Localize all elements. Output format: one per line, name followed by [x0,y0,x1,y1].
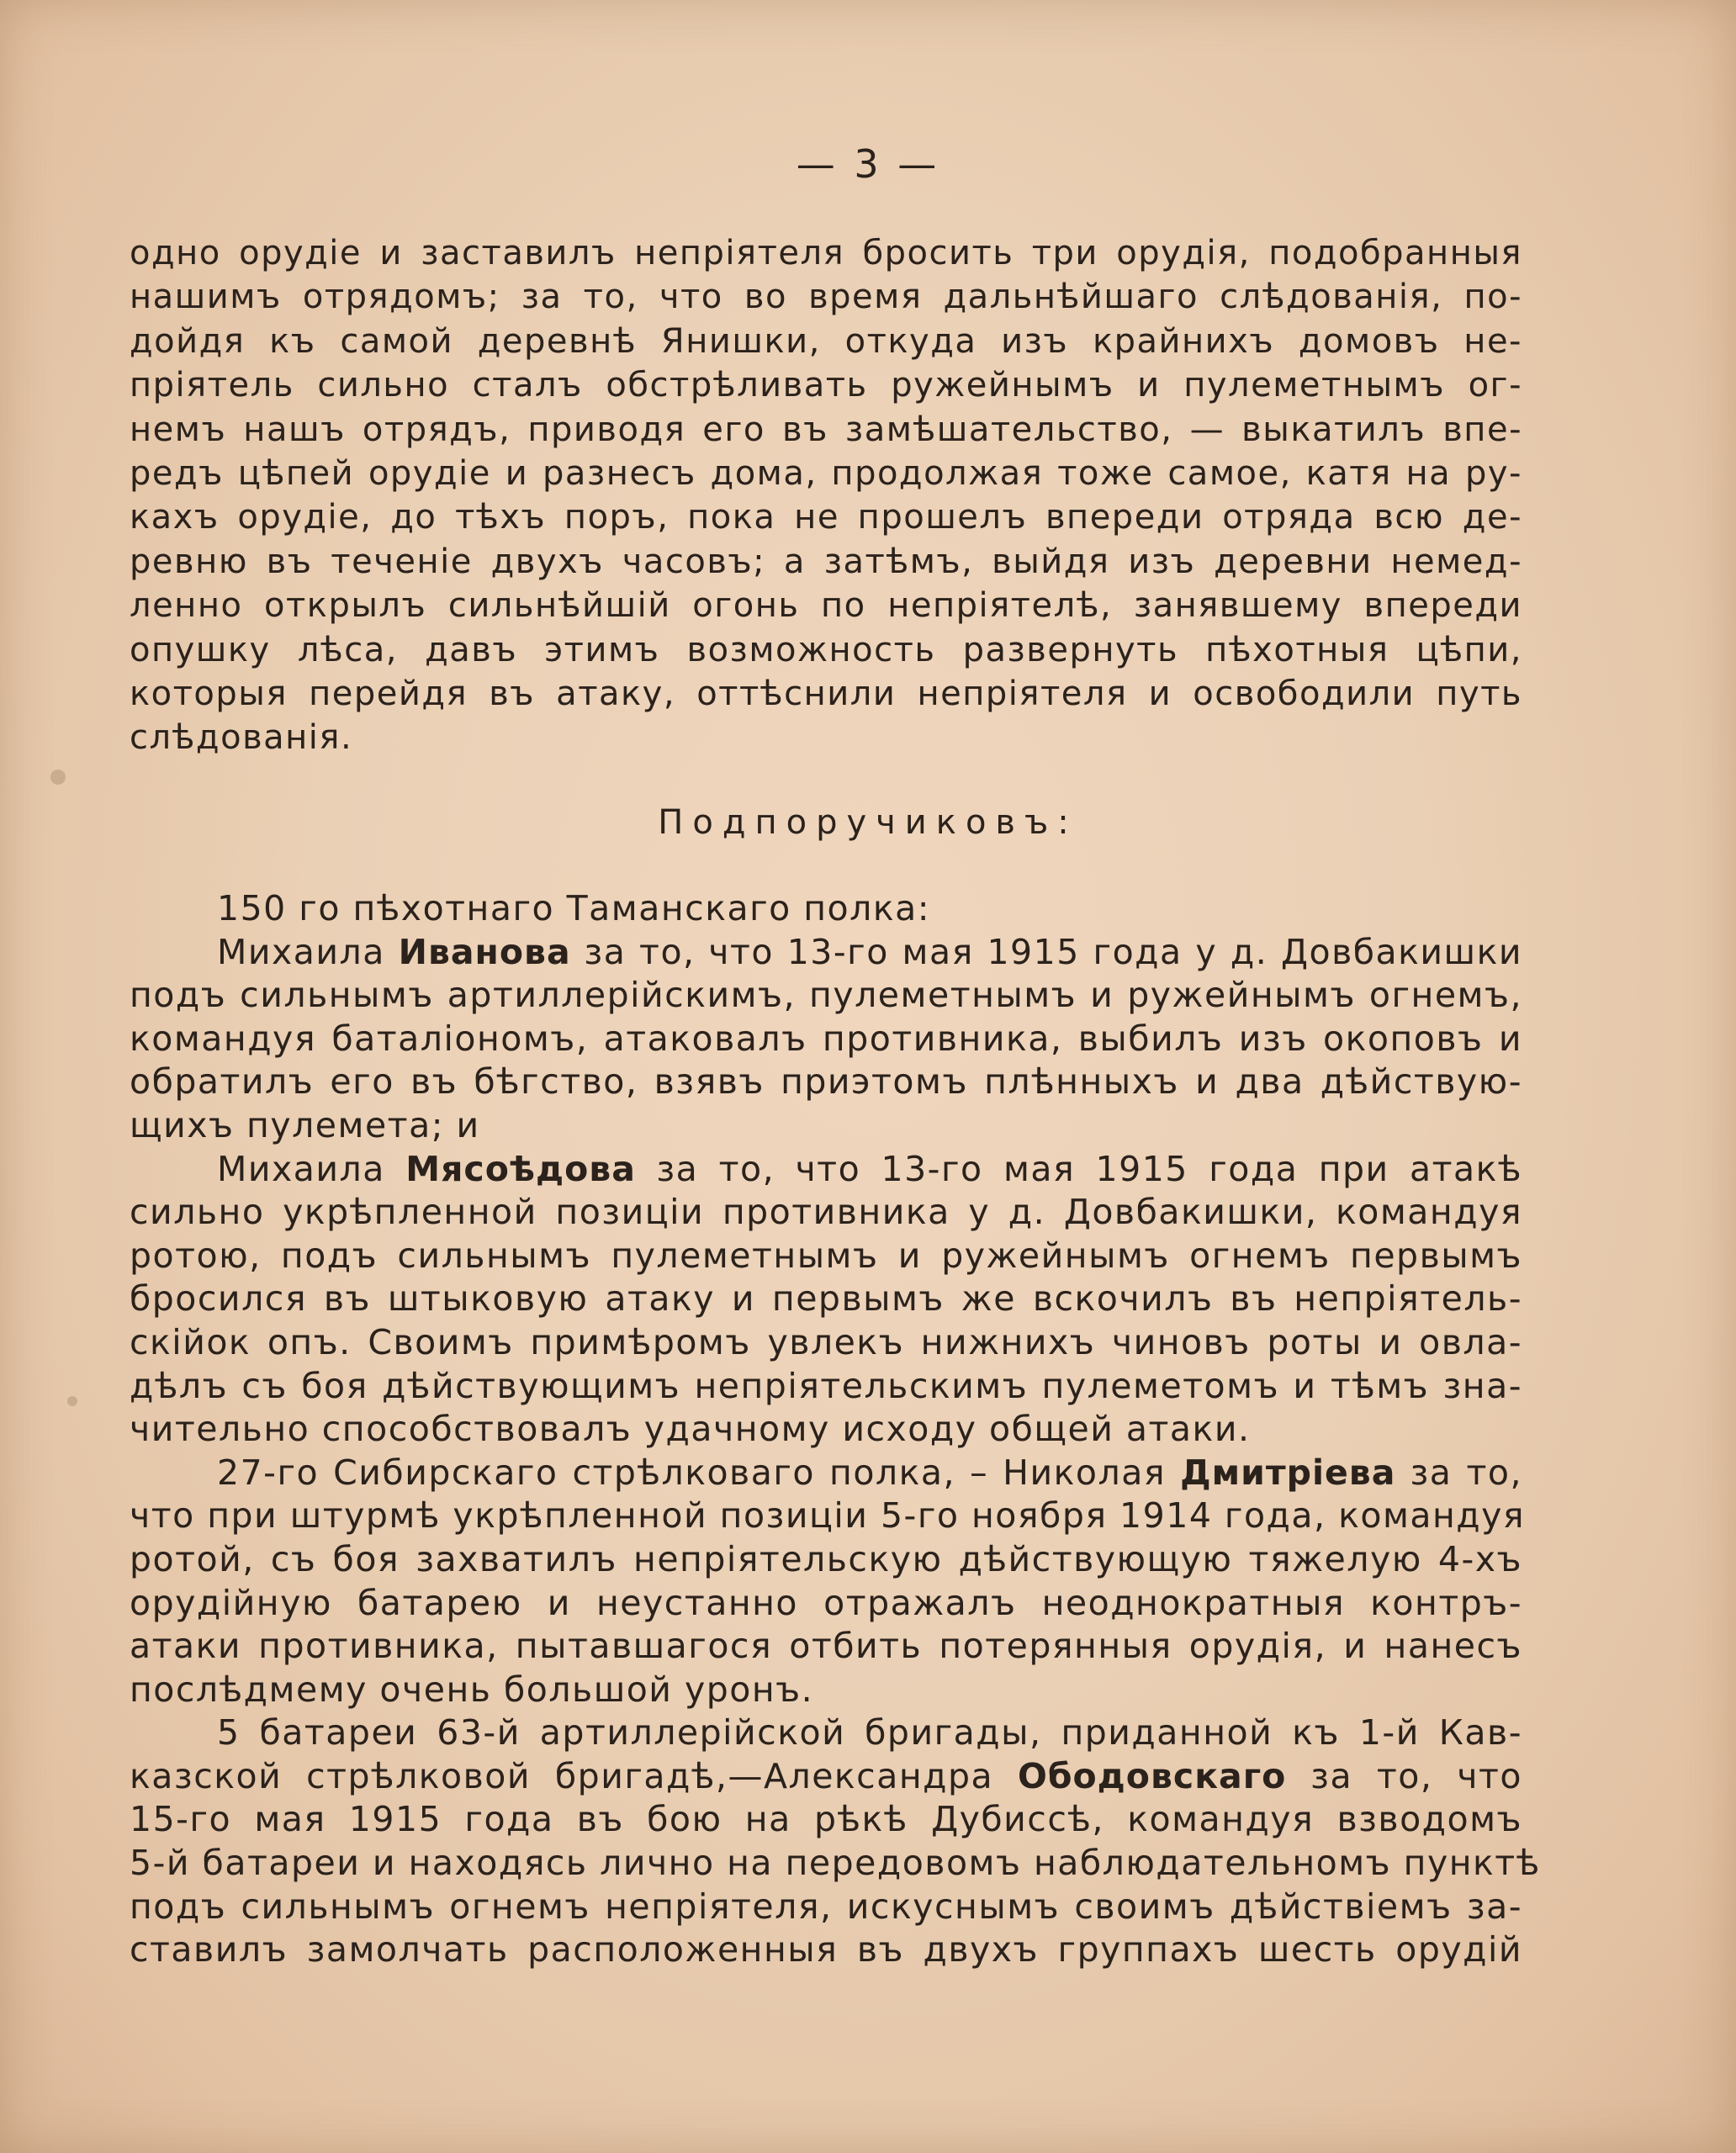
text-line: опушку лѣса, давъ этимъ возможность развернуть пѣхотныя цѣпи, [130,630,1522,669]
text-line: ротою, подъ сильнымъ пулеметнымъ и ружейнымъ огнемъ первымъ [130,1235,1522,1276]
text-line: орудійную батарею и неустанно отражалъ неоднократныя контръ- [130,1582,1522,1623]
text-line: немъ нашъ отрядъ, приводя его въ замѣшательство, — выкатилъ впе- [130,410,1522,449]
awards-list [130,887,1541,1972]
text-line: которыя перейдя въ атаку, оттѣснили непріятеля и освободили путь [130,674,1522,714]
text-line: нашимъ отрядомъ; за то, что во время дальнѣйшаго слѣдованія, по- [130,278,1522,317]
entry-first-line: Михаила Иванова за то, что 13-го мая 1915 года у д. Довбакишки [217,931,1522,972]
text-line: дѣлъ съ боя дѣйствующимъ непріятельскимъ пулеметомъ и тѣмъ зна- [130,1365,1522,1406]
text-line: обратилъ его въ бѣгство, взявъ приэтомъ плѣнныхъ и два дѣйствую- [130,1061,1522,1103]
text-line: сильно укрѣпленной позиціи противника у д. Довбакишки, командуя [130,1192,1522,1233]
paper-stain [50,770,66,785]
text-line: атаки противника, пытавшагося отбить потерянныя орудія, и нанесъ [130,1626,1522,1667]
paper-stain [67,1396,77,1406]
text-line: 15-го мая 1915 года въ бою на рѣкѣ Дубиссѣ, командуя взводомъ [130,1799,1522,1840]
regiment-heading: 150 го пѣхотнаго Таманскаго полка: [217,888,931,928]
text-line: ставилъ замолчать расположенныя въ двухъ группахъ шесть орудій [130,1929,1522,1970]
text-line: ротой, съ боя захватилъ непріятельскую дѣйствующую тяжелую 4-хъ [130,1538,1522,1579]
text-line: дойдя къ самой деревнѣ Янишки, откуда изъ крайнихъ домовъ не- [130,321,1522,361]
section-heading: Подпоручиковъ: [658,803,1078,842]
text-line: командуя баталіономъ, атаковалъ противника, выбилъ изъ окоповъ и [130,1018,1522,1059]
text-line: чительно способствовалъ удачному исходу общей атаки. [130,1409,1251,1450]
continued-paragraph [130,231,1522,760]
entry-first-line: Михаила Мясоѣдова за то, что 13-го мая 1915 года при атакѣ [217,1148,1522,1189]
text-line: казской стрѣлковой бригадѣ,—Александра Ободовскаго за то, что [130,1755,1522,1796]
text-line: щихъ пулемета; и [130,1104,480,1145]
text-line: пріятель сильно сталъ обстрѣливать ружейнымъ и пулеметнымъ ог- [130,366,1522,405]
officer-name: Дмитріева [1180,1452,1396,1493]
entry-first-line: 27-го Сибирскаго стрѣлковаго полка, – Николая Дмитріева за то, [217,1452,1522,1493]
text-line: послѣдмему очень большой уронъ. [130,1669,814,1710]
text-line: скійок опъ. Своимъ примѣромъ увлекъ нижнихъ чиновъ роты и овла- [130,1321,1522,1362]
officer-name: Мясоѣдова [405,1148,636,1189]
officer-name: Ободовскаго [1018,1755,1287,1796]
text-line: одно орудіе и заставилъ непріятеля бросить три орудія, подобранныя [130,234,1522,272]
entry-first-line: 5 батареи 63-й артиллерійской бригады, приданной къ 1-й Кав- [217,1712,1522,1754]
text-line: бросился въ штыковую атаку и первымъ же вскочилъ въ непріятель- [130,1278,1522,1320]
text-line: подъ сильнымъ огнемъ непріятеля, искуснымъ своимъ дѣйствіемъ за- [130,1886,1522,1927]
text-line: 5-й батареи и находясь лично на передовомъ наблюдательномъ пунктѣ [130,1843,1541,1884]
page-number: — 3 — [796,141,940,187]
text-line: слѣдованія. [130,718,353,758]
officer-name: Иванова [398,931,571,972]
text-line: ревню въ теченіе двухъ часовъ; а затѣмъ, выйдя изъ деревни немед- [130,542,1522,581]
text-line: что при штурмѣ укрѣпленной позиціи 5-го ноября 1914 года, командуя [130,1495,1526,1537]
text-line: ленно открылъ сильнѣйшій огонь по непріятелѣ, занявшему впереди [130,586,1522,626]
text-line: подъ сильнымъ артиллерійскимъ, пулеметнымъ и ружейнымъ огнемъ, [130,975,1522,1016]
text-line: кахъ орудіе, до тѣхъ поръ, пока не прошелъ впереди отряда всю де- [130,498,1522,537]
text-line: редъ цѣпей орудіе и разнесъ дома, продолжая тоже самое, катя на ру- [130,454,1522,494]
